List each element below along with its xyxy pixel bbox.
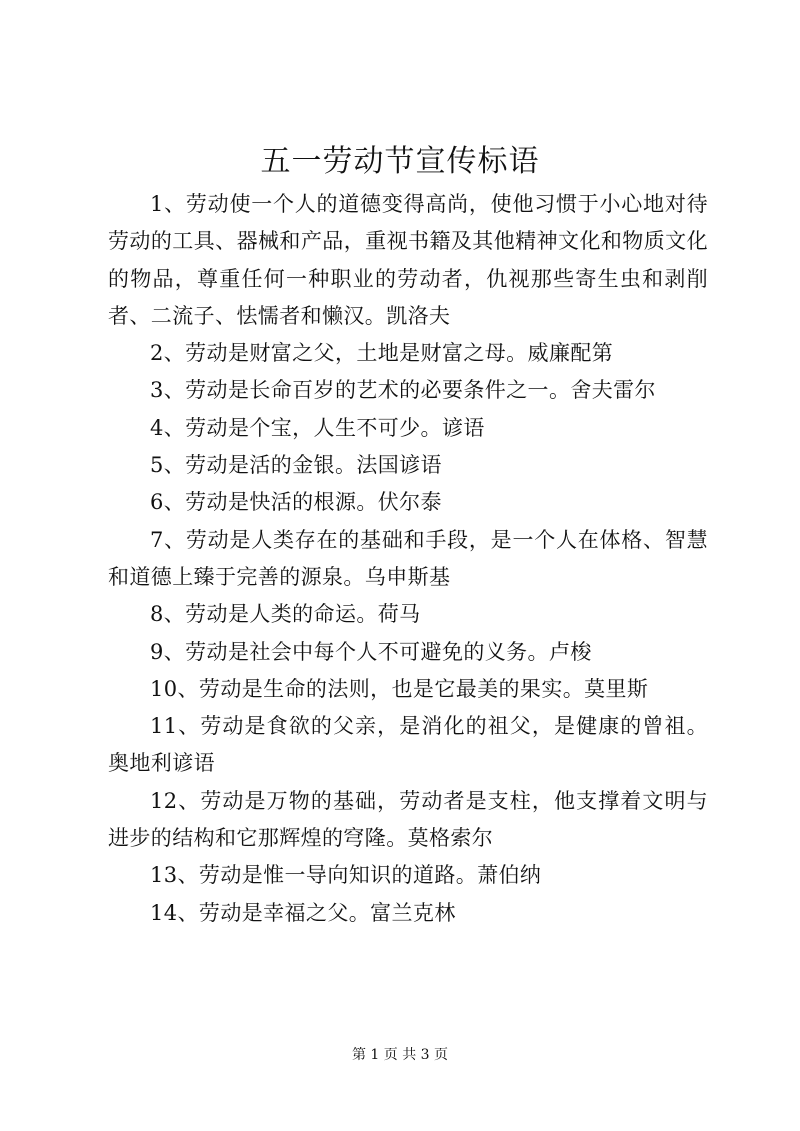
slogan-paragraph-6: 6、劳动是快活的根源。伏尔泰 [150, 490, 442, 515]
slogan-paragraph-3: 3、劳动是长命百岁的艺术的必要条件之一。舍夫雷尔 [150, 378, 656, 403]
slogan-paragraph-14: 14、劳动是幸福之父。富兰克林 [150, 900, 456, 925]
slogan-paragraph-5: 5、劳动是活的金银。法国谚语 [150, 453, 442, 478]
page-footer: 第 1 页 共 3 页 [351, 1047, 449, 1063]
document-body [108, 186, 708, 932]
slogan-paragraph-2: 2、劳动是财富之父，土地是财富之母。威廉配第 [150, 341, 614, 366]
slogan-paragraph-7: 7、劳动是人类存在的基础和手段，是一个人在体格、智慧和道德上臻于完善的源泉。乌申斯基 [108, 527, 708, 589]
slogan-paragraph-13: 13、劳动是惟一导向知识的道路。萧伯纳 [150, 863, 542, 888]
slogan-paragraph-11: 11、劳动是食欲的父亲，是消化的祖父，是健康的曾祖。奥地利谚语 [108, 714, 708, 776]
page-title: 五一劳动节宣传标语 [260, 144, 540, 179]
slogan-paragraph-9: 9、劳动是社会中每个人不可避免的义务。卢梭 [150, 639, 592, 664]
slogan-paragraph-10: 10、劳动是生命的法则，也是它最美的果实。莫里斯 [150, 676, 649, 701]
slogan-paragraph-4: 4、劳动是个宝，人生不可少。谚语 [150, 415, 485, 440]
slogan-paragraph-8: 8、劳动是人类的命运。荷马 [150, 602, 421, 627]
slogan-paragraph-12: 12、劳动是万物的基础，劳动者是支柱，他支撑着文明与进步的结构和它那辉煌的穹隆。莫格索尔 [108, 788, 708, 851]
slogan-paragraph-1: 1、劳动使一个人的道德变得高尚，使他习惯于小心地对待劳动的工具、器械和产品，重视书籍及其他精神文化和物质文化的物品，尊重任何一种职业的劳动者，仇视那些寄生虫和剥削者、二流子、怯懦者和懒汉。凯洛夫 [108, 192, 708, 328]
